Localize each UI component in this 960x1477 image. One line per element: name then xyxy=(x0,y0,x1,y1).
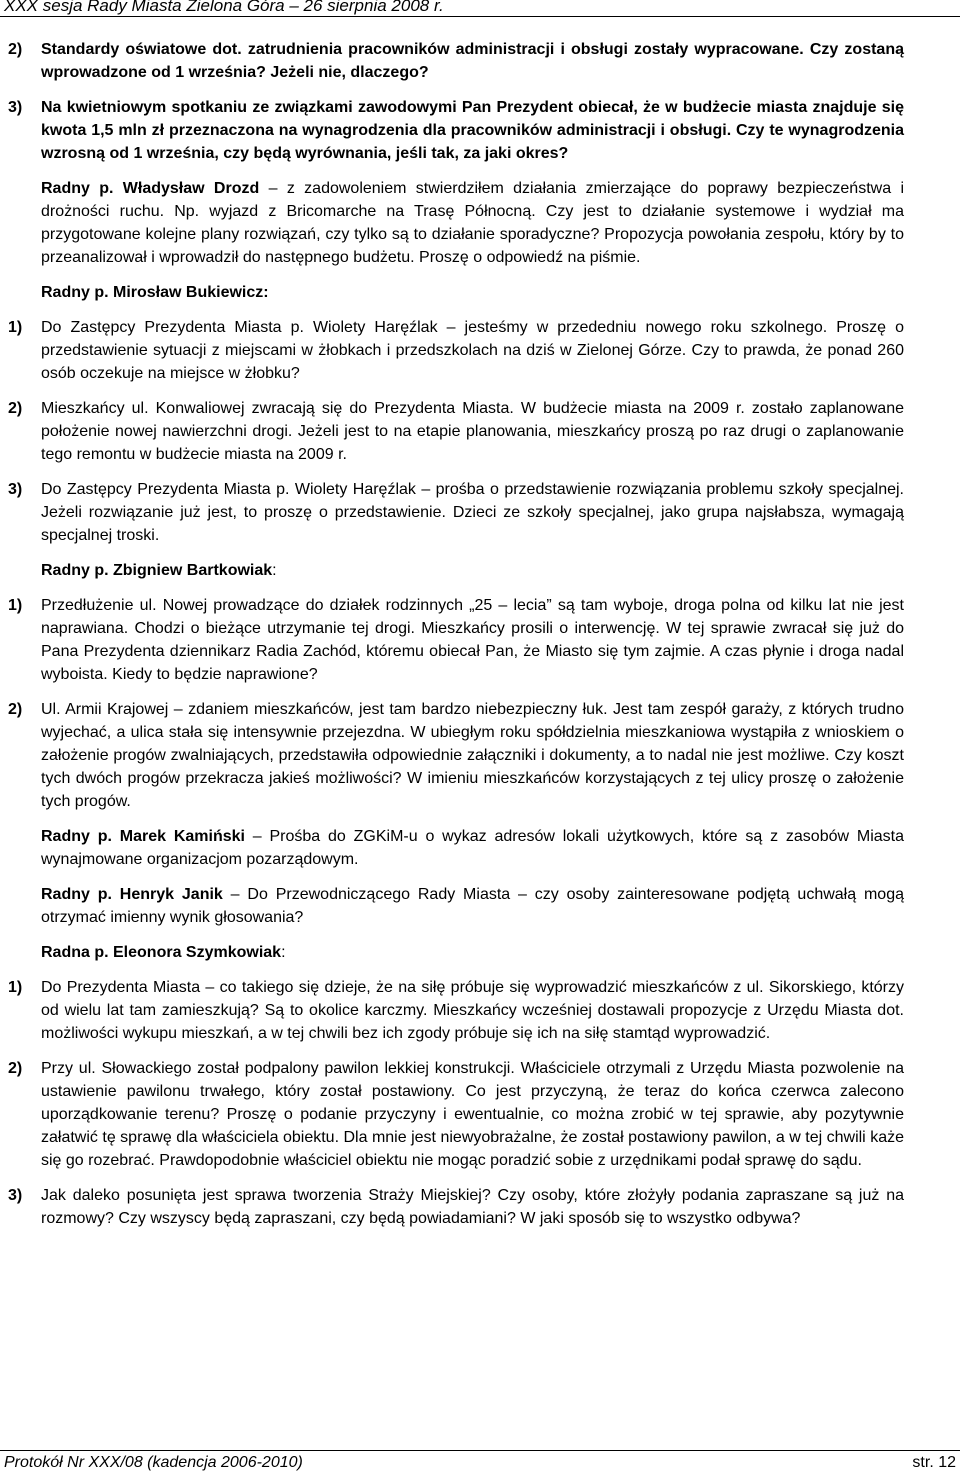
item-number: 1) xyxy=(8,597,23,614)
header-rule xyxy=(0,16,960,17)
item-number: 1) xyxy=(8,979,23,996)
item-number: 2) xyxy=(8,41,23,58)
item-text: Do Prezydenta Miasta – co takiego się dzieje, że na siłę próbuje się wyprowadzić mieszkańców z ul. Sikorskiego, którzy od wielu lat tam zamieszkują? Są to okolice karczmy. Mieszkańcy wcześniej dostawali propozycje z Urzędu Miasta dot. możliwości wykupu mieszkań, a w tej chwili bez ich zgody próbuje się ich na siłę stamtąd wyprowadzić. xyxy=(41,979,904,1042)
speaker-text: – z zadowoleniem stwierdziłem działania zmierzające do poprawy bezpieczeństwa i drożności ruchu. Np. wyjazd z Bricomarche na Trasę Północną. Czy jest to działanie systemowe i wydział ma przygotowane kolejne plany rozwiązań, czy tylko są to działanie sporadyczne? Propozycja powołania zespołu, który by to przeanalizował i wprowadził do następnego budżetu. Proszę o odpowiedź na piśmie. xyxy=(41,180,904,266)
item-number: 2) xyxy=(8,1060,23,1077)
item-text: Standardy oświatowe dot. zatrudnienia pracowników administracji i obsługi zostały wypracowane. Czy zostaną wprowadzone od 1 września? Jeżeli nie, dlaczego? xyxy=(41,41,904,81)
list-item xyxy=(8,1184,904,1230)
item-text: Jak daleko posunięta jest sprawa tworzenia Straży Miejskiej? Czy osoby, które złożyły podania zapraszane są już na rozmowy? Czy wszyscy będą zapraszani, czy będą powiadamiani? W jaki sposób się to wszystko odbywa? xyxy=(41,1187,904,1227)
document-body xyxy=(8,38,904,1230)
list-item xyxy=(8,397,904,466)
list-item xyxy=(8,1057,904,1172)
item-text: Na kwietniowym spotkaniu ze związkami zawodowymi Pan Prezydent obiecał, że w budżecie miasta znajduje się kwota 1,5 mln zł przeznaczona na wynagrodzenia dla pracowników administracji i obsługi. Czy te wynagrodzenia wzrosną od 1 września, czy będą wyrównania, jeśli tak, za jaki okres? xyxy=(41,99,904,162)
page-header xyxy=(0,0,960,18)
speaker-text: : xyxy=(272,562,277,579)
protocol-number: Protokół Nr XXX/08 (kadencja 2006-2010) xyxy=(4,1454,303,1471)
speaker-heading xyxy=(8,281,904,304)
list-item xyxy=(8,698,904,813)
item-number: 3) xyxy=(8,481,23,498)
item-text: Ul. Armii Krajowej – zdaniem mieszkańców, jest tam bardzo niebezpieczny łuk. Jest tam zespół garaży, z których trudno wyjechać, a ulica stała się intensywnie przejezdna. W ubiegłym roku spółdzielnia mieszkaniowa wystąpiła z wnioskiem o założenie progów zwalniających, przedstawiła odpowiednie załączniki i dokumenty, a to nadal nie jest możliwe. Czy koszt tych dwóch progów przekracza jakieś możliwości? W imieniu mieszkańców korzystających z tej ulicy proszę o założenie tych progów. xyxy=(41,701,904,810)
header-title: XXX sesja Rady Miasta Zielona Góra – 26 sierpnia 2008 r. xyxy=(4,0,444,15)
item-text: Przedłużenie ul. Nowej prowadzące do działek rodzinnych „25 – lecia” są tam wyboje, droga polna od kilku lat nie jest naprawiana. Chodzi o bieżące utrzymanie tej drogi. Mieszkańcy prosili o interwencję. W tej sprawie zwracał się już do Pana Prezydenta dziennikarz Radia Zachód, któremu obiecał Pan, że Miasto się tym zajmie. A czas płynie i droga nadal wyboista. Kiedy to będzie naprawione? xyxy=(41,597,904,683)
item-number: 2) xyxy=(8,400,23,417)
page-footer xyxy=(0,1450,960,1477)
list-item xyxy=(8,316,904,385)
speaker-heading xyxy=(8,559,904,582)
speaker-name: Radny p. Henryk Janik xyxy=(41,886,223,903)
item-number: 3) xyxy=(8,1187,23,1204)
list-item xyxy=(8,96,904,165)
speaker-name: Radny p. Zbigniew Bartkowiak xyxy=(41,562,273,579)
item-number: 2) xyxy=(8,701,23,718)
footer-rule xyxy=(0,1450,960,1451)
list-item xyxy=(8,478,904,547)
list-item xyxy=(8,594,904,686)
list-item xyxy=(8,38,904,84)
item-text: Do Zastępcy Prezydenta Miasta p. Wiolety Haręźlak – prośba o przedstawienie rozwiązania problemu szkoły specjalnej. Jeżeli rozwiązanie już jest, to proszę o przedstawienie. Dzieci ze szkoły specjalnej, jako grupa najsłabsza, wymagają specjalnej troski. xyxy=(41,481,904,544)
speaker-text: : xyxy=(281,944,286,961)
speaker-name: Radny p. Mirosław Bukiewicz: xyxy=(41,284,269,301)
item-number: 3) xyxy=(8,99,23,116)
speaker-paragraph xyxy=(8,883,904,929)
speaker-name: Radny p. Władysław Drozd xyxy=(41,180,260,197)
item-text: Przy ul. Słowackiego został podpalony pawilon lekkiej konstrukcji. Właściciele otrzymali z Urzędu Miasta pozwolenie na ustawienie pawilonu trwałego, który został postawiony. Co jest przyczyną, że teraz do końca czerwca zalecono uporządkowanie terenu? Proszę o podanie przyczyny i ewentualnie, co można zrobić w tej sprawie, aby pozytywnie załatwić tę sprawę dla właściciela obiektu. Dla mnie jest niewyobrażalne, że został postawiony pawilon, a w tej chwili każe się go rozebrać. Prawdopodobnie właściciel obiektu nie mogąc poradzić sobie z urzędnikami podał sprawę do sądu. xyxy=(41,1060,904,1169)
speaker-text: – Do Przewodniczącego Rady Miasta – czy osoby zainteresowane podjętą uchwałą mogą otrzymać imienny wynik głosowania? xyxy=(41,886,904,926)
item-number: 1) xyxy=(8,319,23,336)
item-text: Mieszkańcy ul. Konwaliowej zwracają się do Prezydenta Miasta. W budżecie miasta na 2009 r. zostało zaplanowane położenie nowej nawierzchni drogi. Jeżeli jest to na etapie planowania, mieszkańcy proszą po raz drugi o zaplanowanie tego remontu w budżecie miasta na 2009 r. xyxy=(41,400,904,463)
speaker-heading xyxy=(8,941,904,964)
speaker-name: Radna p. Eleonora Szymkowiak xyxy=(41,944,282,961)
speaker-name: Radny p. Marek Kamiński xyxy=(41,828,245,845)
speaker-text: – Prośba do ZGKiM-u o wykaz adresów lokali użytkowych, które są z zasobów Miasta wynajmowane organizacjom pozarządowym. xyxy=(41,828,905,868)
speaker-paragraph xyxy=(8,825,904,871)
speaker-paragraph xyxy=(8,177,904,269)
page-number: str. 12 xyxy=(912,1454,956,1471)
list-item xyxy=(8,976,904,1045)
item-text: Do Zastępcy Prezydenta Miasta p. Wiolety Haręźlak – jesteśmy w przededniu nowego roku szkolnego. Proszę o przedstawienie sytuacji z miejscami w żłobkach i przedszkolach na dziś w Zielonej Górze. Czy to prawda, że ponad 260 osób oczekuje na miejsce w żłobku? xyxy=(41,319,904,382)
